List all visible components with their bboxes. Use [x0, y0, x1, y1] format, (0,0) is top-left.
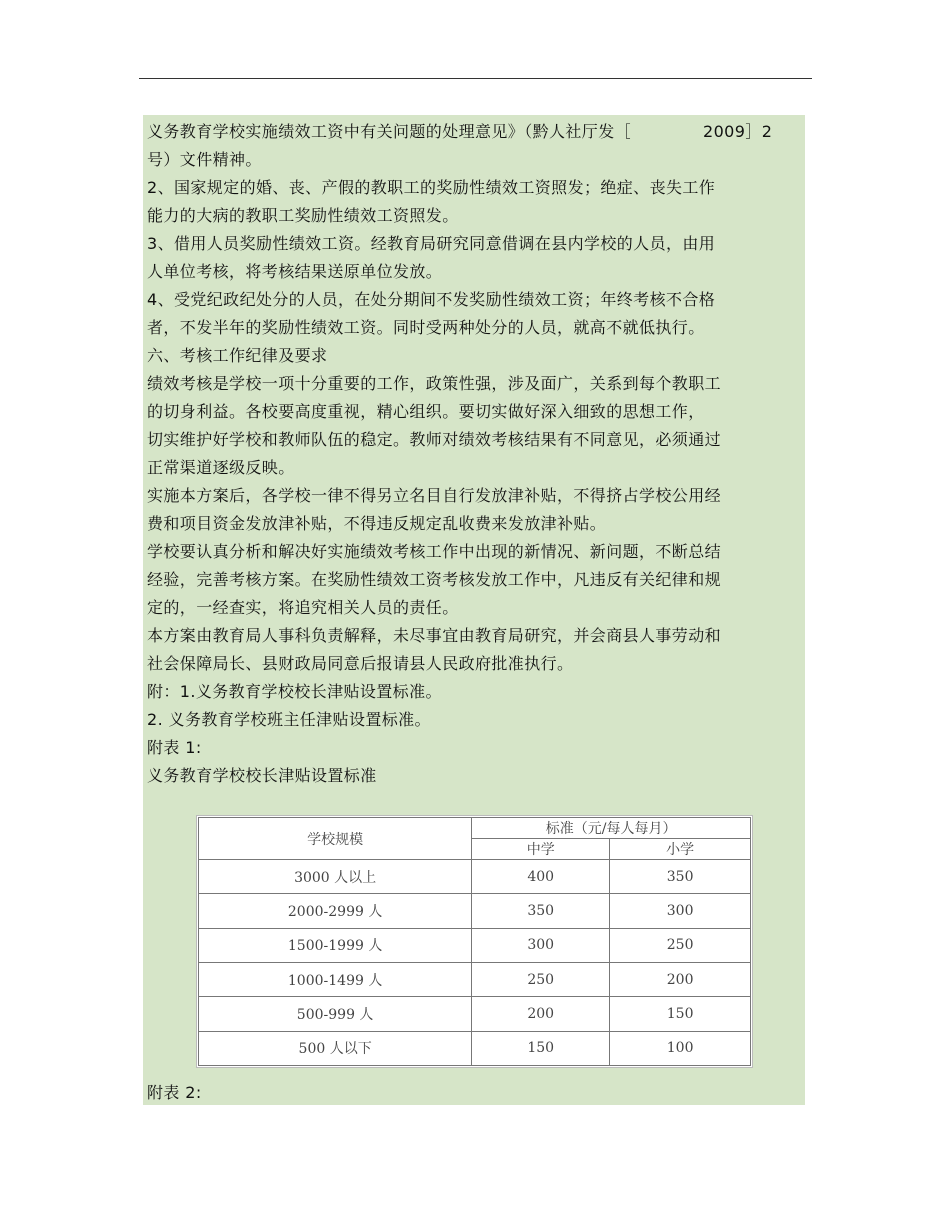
- text-line: 费和项目资金发放津补贴，不得违反规定乱收费来发放津补贴。: [147, 514, 607, 533]
- text-line: 义务教育学校校长津贴设置标准: [147, 766, 377, 785]
- text-line: 能力的大病的教职工奖励性绩效工资照发。: [147, 206, 459, 225]
- text-line: 人单位考核，将考核结果送原单位发放。: [147, 262, 443, 281]
- paragraph-list: [147, 118, 805, 790]
- paragraph: [147, 762, 805, 790]
- header-standard: 标准（元/每人每月）: [472, 818, 751, 839]
- text-line: 绩效考核是学校一项十分重要的工作，政策性强，涉及面广，关系到每个教职工: [147, 374, 722, 393]
- cell-primary: 200: [610, 962, 751, 996]
- paragraph: [147, 342, 805, 370]
- table-row: [199, 997, 751, 1031]
- allowance-table: [198, 817, 751, 1066]
- document-body: [143, 115, 805, 1105]
- text-line: 本方案由教育局人事科负责解释，未尽事宜由教育局研究，并会商县人事劳动和: [147, 626, 722, 645]
- cell-middle: 250: [472, 962, 610, 996]
- table-row: [199, 1031, 751, 1065]
- cell-scale: 500-999 人: [199, 997, 472, 1031]
- cell-primary: 300: [610, 894, 751, 928]
- cell-middle: 300: [472, 928, 610, 962]
- table-row: [199, 962, 751, 996]
- text-line: 实施本方案后，各学校一律不得另立名目自行发放津补贴，不得挤占学校公用经: [147, 486, 722, 505]
- text-line: 的切身利益。各校要高度重视，精心组织。要切实做好深入细致的思想工作，: [147, 402, 705, 421]
- cell-primary: 150: [610, 997, 751, 1031]
- cell-scale: 1000-1499 人: [199, 962, 472, 996]
- document-ref-number: 2009］2: [703, 122, 773, 141]
- appendix-2-label: 附表 2:: [147, 1083, 202, 1102]
- paragraph: [147, 706, 805, 734]
- allowance-table-image: [196, 815, 753, 1068]
- text-line: 号）文件精神。: [147, 150, 262, 169]
- text-line-main: 义务教育学校实施绩效工资中有关问题的处理意见》（黔人社厅发［: [147, 122, 632, 141]
- cell-primary: 250: [610, 928, 751, 962]
- cell-scale: 2000-2999 人: [199, 894, 472, 928]
- cell-middle: 150: [472, 1031, 610, 1065]
- text-line: 2、国家规定的婚、丧、产假的教职工的奖励性绩效工资照发；绝症、丧失工作: [147, 178, 716, 197]
- table-row: [199, 928, 751, 962]
- header-middle-school: 中学: [472, 839, 610, 860]
- text-line: 附：1.义务教育学校校长津贴设置标准。: [147, 682, 442, 701]
- cell-middle: 400: [472, 860, 610, 894]
- text-line: 学校要认真分析和解决好实施绩效考核工作中出现的新情况、新问题，不断总结: [147, 542, 722, 561]
- header-rule: [139, 78, 812, 79]
- cell-scale: 3000 人以上: [199, 860, 472, 894]
- paragraph: [147, 174, 805, 230]
- header-primary-school: 小学: [610, 839, 751, 860]
- paragraph: [147, 482, 805, 538]
- paragraph: [147, 230, 805, 286]
- cell-middle: 350: [472, 894, 610, 928]
- cell-middle: 200: [472, 997, 610, 1031]
- paragraph: [147, 734, 805, 762]
- text-line: 4、受党纪政纪处分的人员，在处分期间不发奖励性绩效工资；年终考核不合格: [147, 290, 716, 309]
- cell-scale: 500 人以下: [199, 1031, 472, 1065]
- cell-primary: 100: [610, 1031, 751, 1065]
- text-line: 经验，完善考核方案。在奖励性绩效工资考核发放工作中，凡违反有关纪律和规: [147, 570, 722, 589]
- paragraph: [147, 678, 805, 706]
- text-line: 社会保障局长、县财政局同意后报请县人民政府批准执行。: [147, 654, 574, 673]
- text-line: 3、借用人员奖励性绩效工资。经教育局研究同意借调在县内学校的人员，由用: [147, 234, 716, 253]
- table-row: [199, 894, 751, 928]
- paragraph: [147, 118, 805, 174]
- text-line: 六、考核工作纪律及要求: [147, 346, 328, 365]
- text-line: 正常渠道逐级反映。: [147, 458, 295, 477]
- table-row: [199, 860, 751, 894]
- text-line: 定的，一经查实，将追究相关人员的责任。: [147, 598, 459, 617]
- cell-primary: 350: [610, 860, 751, 894]
- paragraph: [147, 286, 805, 342]
- paragraph: [147, 538, 805, 622]
- table-header-row: [199, 818, 751, 839]
- text-line: 附表 1:: [147, 738, 202, 757]
- cell-scale: 1500-1999 人: [199, 928, 472, 962]
- text-line: 切实维护好学校和教师队伍的稳定。教师对绩效考核结果有不同意见，必须通过: [147, 430, 722, 449]
- header-school-scale: 学校规模: [199, 818, 472, 860]
- text-line: [147, 118, 805, 146]
- paragraph: [147, 622, 805, 678]
- text-line: 者，不发半年的奖励性绩效工资。同时受两种处分的人员，就高不就低执行。: [147, 318, 705, 337]
- text-line: 2. 义务教育学校班主任津贴设置标准。: [147, 710, 431, 729]
- paragraph: [147, 370, 805, 482]
